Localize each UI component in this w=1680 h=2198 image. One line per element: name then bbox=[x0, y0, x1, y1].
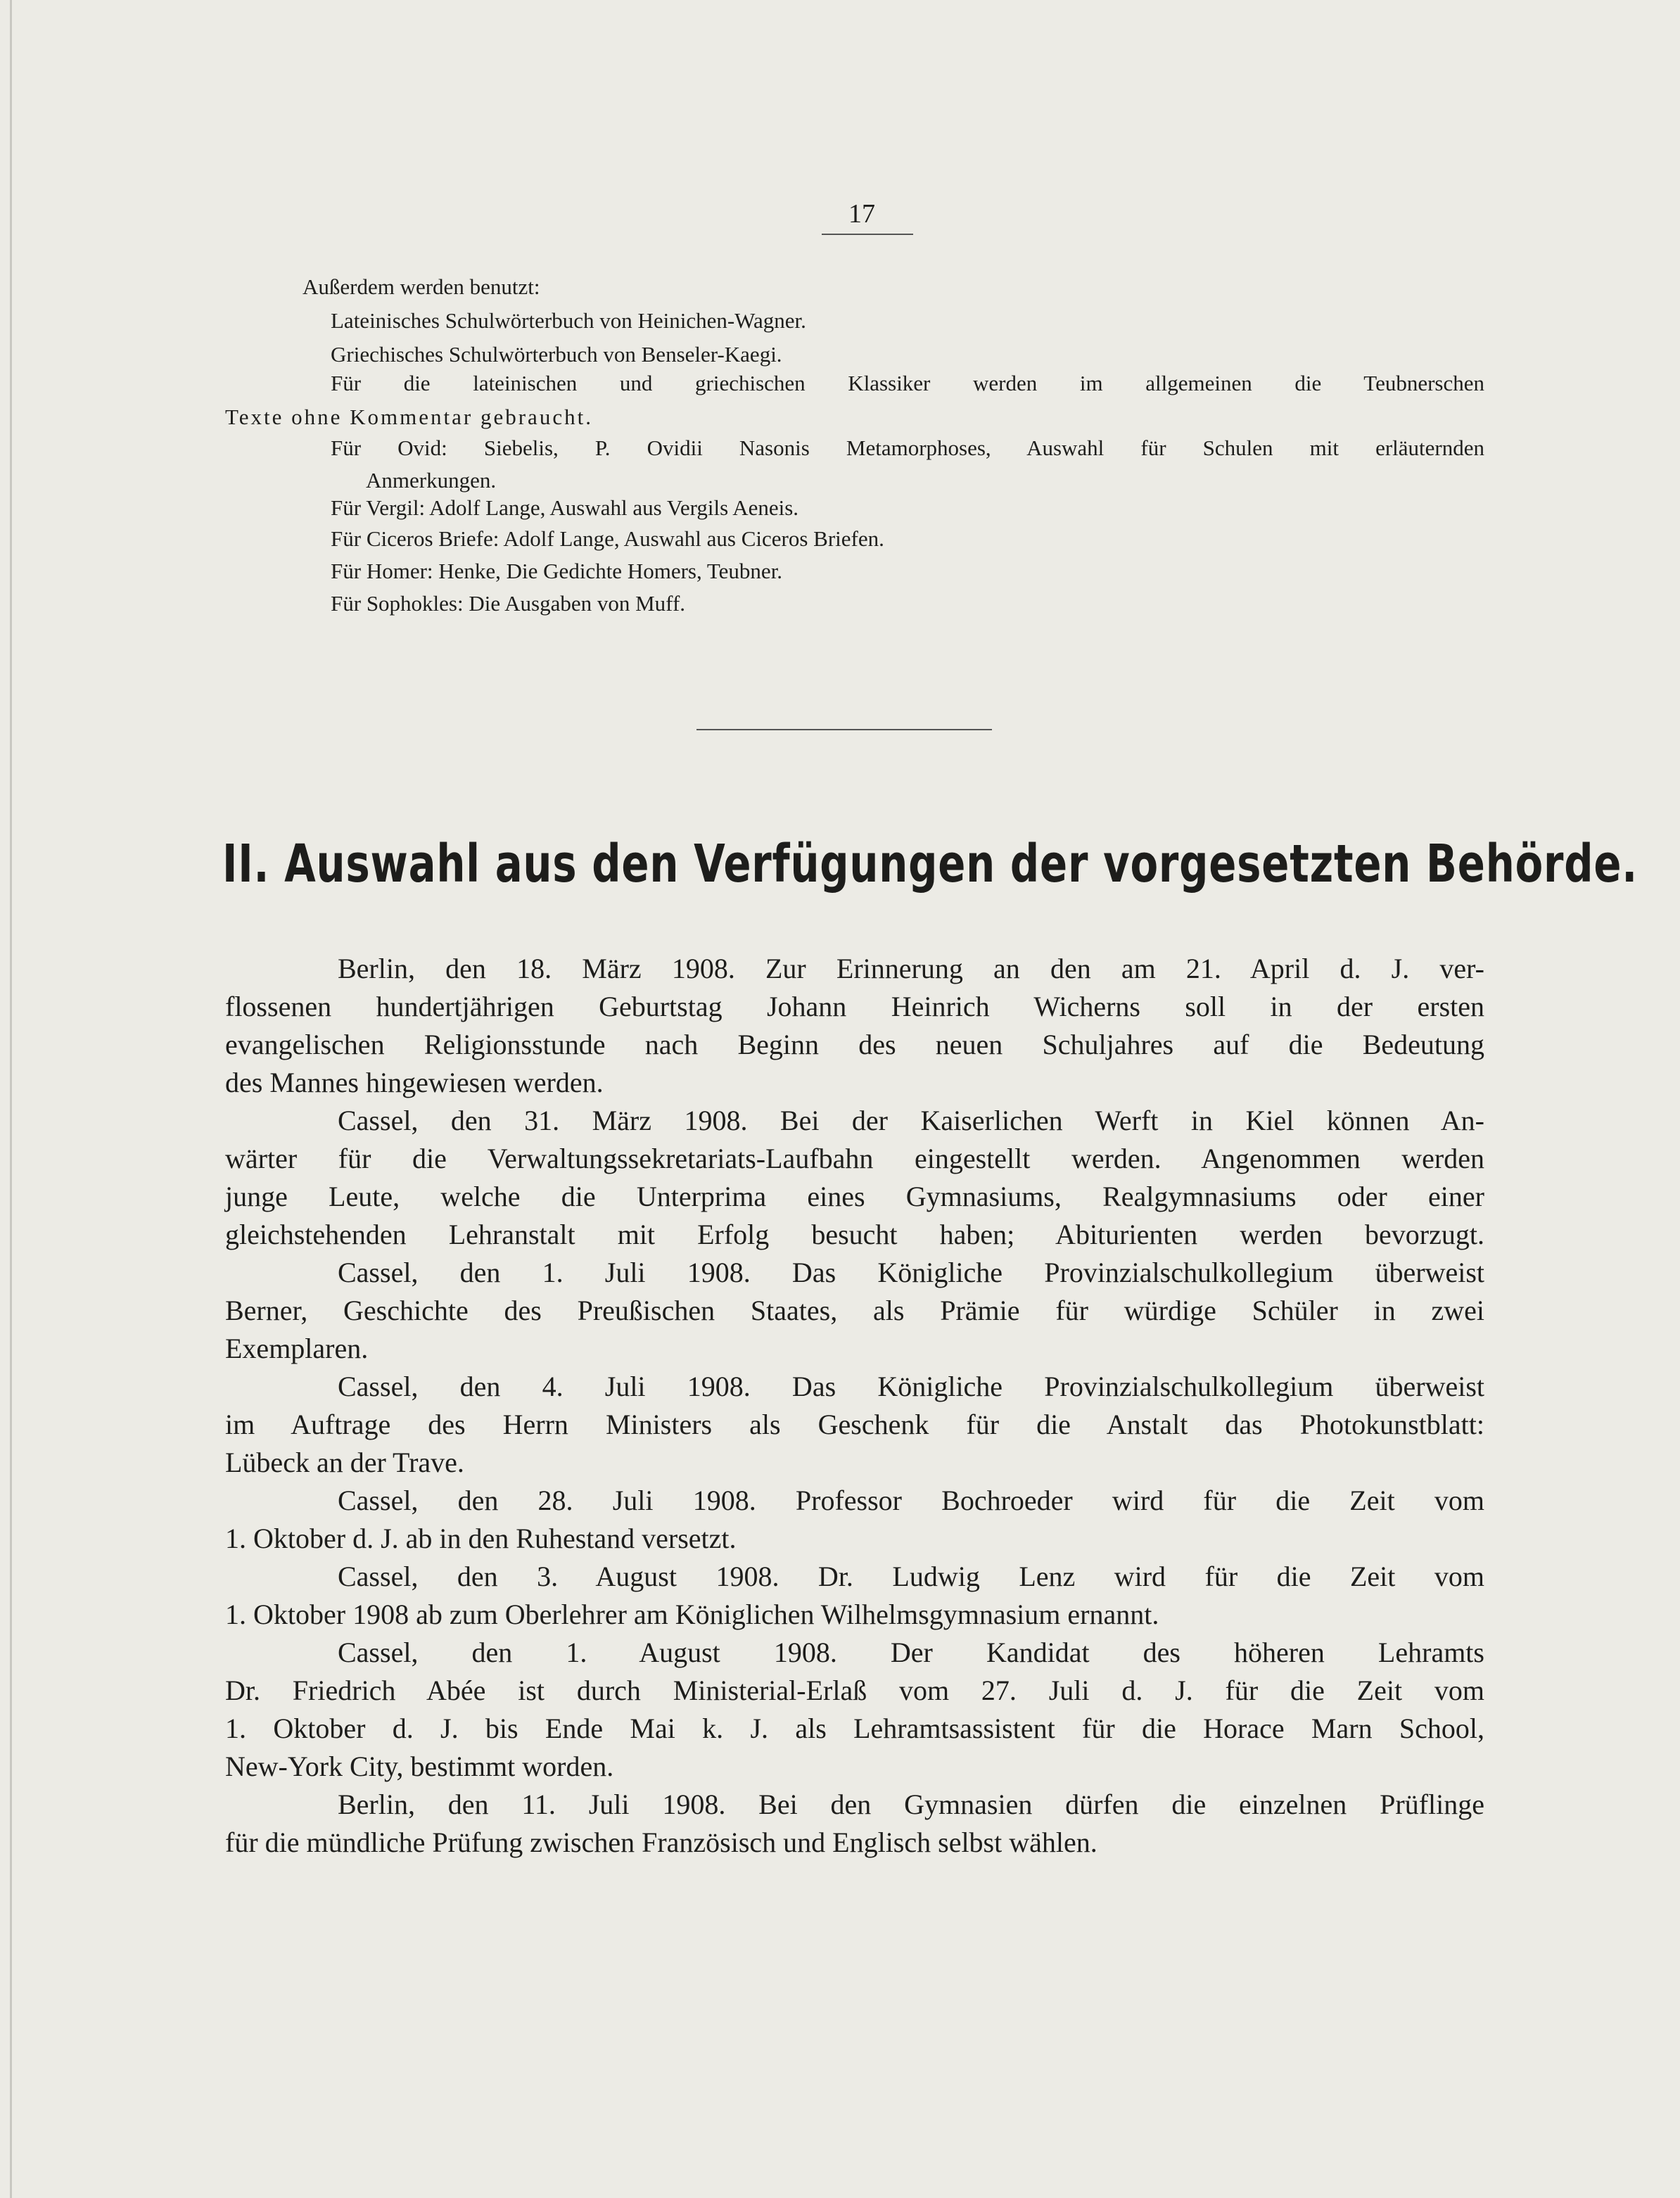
paragraph-line: des Mannes hingewiesen werden. bbox=[225, 1067, 604, 1098]
list-intro: Außerdem werden benutzt: bbox=[303, 274, 540, 299]
page-number-rule bbox=[822, 234, 913, 235]
list-item-continuation: Anmerkungen. bbox=[366, 468, 497, 493]
paragraph-line: New-York City, bestimmt worden. bbox=[225, 1751, 614, 1782]
paragraph-line: gleichstehenden Lehranstalt mit Erfolg besucht haben; Abiturienten werden bevorzugt. bbox=[225, 1219, 1484, 1250]
list-item: Für Homer: Henke, Die Gedichte Homers, Teubner. bbox=[331, 559, 783, 583]
paragraph-line: flossenen hundertjährigen Geburtstag Johann Heinrich Wicherns soll in der ersten bbox=[225, 991, 1484, 1022]
list-item: Für Ovid: Siebelis, P. Ovidii Nasonis Metamorphoses, Auswahl für Schulen mit erläuternden bbox=[331, 436, 1484, 460]
paragraph-line: Exemplaren. bbox=[225, 1333, 369, 1364]
list-item: Für Sophokles: Die Ausgaben von Muff. bbox=[331, 591, 686, 616]
paragraph-line: Berlin, den 11. Juli 1908. Bei den Gymnasien dürfen die einzelnen Prüflinge bbox=[338, 1789, 1484, 1820]
paragraph-line: wärter für die Verwaltungssekretariats-Laufbahn eingestellt werden. Angenommen werden bbox=[225, 1143, 1484, 1174]
paragraph-line: Cassel, den 3. August 1908. Dr. Ludwig Lenz wird für die Zeit vom bbox=[338, 1561, 1484, 1592]
paragraph-line: Cassel, den 31. März 1908. Bei der Kaiserlichen Werft in Kiel können An- bbox=[338, 1105, 1484, 1136]
paragraph-line: Cassel, den 4. Juli 1908. Das Königliche Provinzialschulkollegium überweist bbox=[338, 1371, 1484, 1402]
paragraph-line: Dr. Friedrich Abée ist durch Ministerial-Erlaß vom 27. Juli d. J. für die Zeit vom bbox=[225, 1675, 1484, 1706]
paragraph-line: Cassel, den 1. Juli 1908. Das Königliche Provinzialschulkollegium überweist bbox=[338, 1257, 1484, 1288]
list-item-continuation: Texte ohne Kommentar gebraucht. bbox=[225, 405, 593, 429]
paragraph-line: 1. Oktober d. J. ab in den Ruhestand versetzt. bbox=[225, 1523, 737, 1554]
paragraph-line: 1. Oktober d. J. bis Ende Mai k. J. als Lehramtsassistent für die Horace Marn School, bbox=[225, 1713, 1484, 1744]
paragraph-line: Cassel, den 1. August 1908. Der Kandidat des höheren Lehramts bbox=[338, 1637, 1484, 1668]
paragraph-line: Cassel, den 28. Juli 1908. Professor Bochroeder wird für die Zeit vom bbox=[338, 1485, 1484, 1516]
list-item: Für Ciceros Briefe: Adolf Lange, Auswahl aus Ciceros Briefen. bbox=[331, 526, 884, 551]
paragraph-line: evangelischen Religionsstunde nach Beginn des neuen Schuljahres auf die Bedeutung bbox=[225, 1029, 1484, 1060]
paragraph-line: junge Leute, welche die Unterprima eines Gymnasiums, Realgymnasiums oder einer bbox=[225, 1181, 1484, 1212]
list-item: Für Vergil: Adolf Lange, Auswahl aus Vergils Aeneis. bbox=[331, 495, 799, 520]
paragraph-line: für die mündliche Prüfung zwischen Französisch und Englisch selbst wählen. bbox=[225, 1827, 1097, 1858]
page-number: 17 bbox=[848, 199, 875, 229]
paragraph-line: Berner, Geschichte des Preußischen Staates, als Prämie für würdige Schüler in zwei bbox=[225, 1295, 1484, 1326]
paragraph-line: Berlin, den 18. März 1908. Zur Erinnerung an den am 21. April d. J. ver- bbox=[338, 953, 1484, 984]
list-item: Griechisches Schulwörterbuch von Benseler-Kaegi. bbox=[331, 342, 782, 367]
section-heading: II. Auswahl aus den Verfügungen der vorgesetzten Behörde. bbox=[222, 834, 1638, 894]
paragraph-line: 1. Oktober 1908 ab zum Oberlehrer am Königlichen Wilhelmsgymnasium ernannt. bbox=[225, 1599, 1159, 1630]
list-item: Für die lateinischen und griechischen Klassiker werden im allgemeinen die Teubnerschen bbox=[331, 371, 1484, 395]
page-edge bbox=[10, 0, 12, 2198]
list-item: Lateinisches Schulwörterbuch von Heinichen-Wagner. bbox=[331, 308, 806, 333]
section-separator bbox=[696, 729, 992, 730]
paragraph-line: Lübeck an der Trave. bbox=[225, 1447, 464, 1478]
paragraph-line: im Auftrage des Herrn Ministers als Geschenk für die Anstalt das Photokunstblatt: bbox=[225, 1409, 1484, 1440]
